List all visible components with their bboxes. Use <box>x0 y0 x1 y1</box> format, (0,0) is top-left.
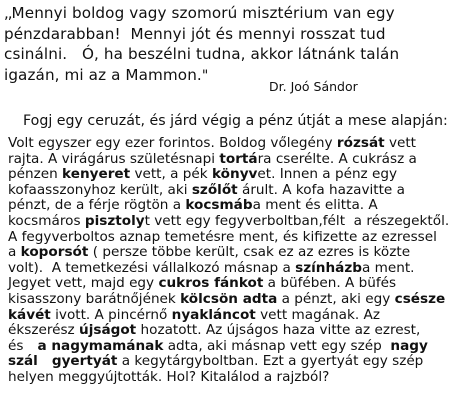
keyword: szőlőt <box>191 181 238 198</box>
story-line <box>8 308 468 324</box>
story-text-run: a kegytárgyboltban. Ezt a gyertyát egy szép <box>117 353 424 370</box>
opening-quote-mark: ,, <box>4 4 12 22</box>
story-text-run: a ment. <box>361 259 415 276</box>
story-text-run: vett <box>384 135 417 151</box>
story-text-run: a pénzt, aki egy <box>277 290 395 307</box>
keyword: kölcsön adta <box>180 290 278 307</box>
story-line <box>8 167 468 183</box>
story-line <box>8 136 468 152</box>
story-text-run: kisasszony barátnőjének <box>8 290 181 307</box>
story-line <box>8 230 468 246</box>
story-text-run: ivott. A pincérnő <box>50 306 172 323</box>
closing-quote-mark: " <box>201 67 209 84</box>
story-line <box>8 354 468 370</box>
quote-text: pénzdarabban! Mennyi jót és mennyi rosszat tud <box>4 24 386 43</box>
story-line <box>8 276 468 292</box>
story-text-run: kofaasszonyhoz került, aki <box>8 181 192 198</box>
quote-line-1 <box>4 3 464 24</box>
story-text-run: Volt egyszer egy ezer forintos. Boldog vőlegény <box>8 135 337 151</box>
keyword: nagy <box>390 337 428 354</box>
keyword: rózsát <box>336 135 385 151</box>
keyword: gyertyát <box>51 353 118 370</box>
story-text-run: volt). A temetkezési vállalkozó másnap a <box>8 259 296 276</box>
story-text-run: helyen meggyújtották. Hol? Kitalálod a rajzból? <box>8 368 330 385</box>
quote-text: Mennyi boldog vagy szomorú misztérium van egy <box>11 4 395 22</box>
story-text-run: a büfében. A büfés <box>263 275 397 292</box>
story-text-run: A fegyverboltos aznap temetésre ment, és kifizette az ezressel <box>8 228 437 245</box>
story-line <box>8 261 468 277</box>
keyword: újságot <box>79 322 137 339</box>
quote-line-4 <box>4 65 464 86</box>
story-text <box>8 136 468 386</box>
keyword: kenyeret <box>62 166 131 183</box>
story-text-run: t vett egy fegyverboltban,félt a részegektől. <box>144 212 450 229</box>
keyword: szál <box>8 353 38 370</box>
story-line <box>8 323 468 339</box>
keyword: könyv <box>212 166 258 183</box>
story-line <box>8 198 468 214</box>
quote-line-2 <box>4 24 464 45</box>
story-line <box>8 245 468 261</box>
quote-text: csinálni. Ó, ha beszélni tudna, akkor látnánk talán <box>4 45 400 63</box>
story-text-run: a ment és elitta. A <box>252 197 378 214</box>
quote-line-3 <box>4 44 464 65</box>
story-line <box>8 339 468 355</box>
story-line <box>8 183 468 199</box>
story-text-run: hozatott. Az újságos haza vitte az ezrest, <box>136 322 421 339</box>
story-text-run: pénzen <box>8 166 63 183</box>
story-text-run: vett, a pék <box>130 166 212 183</box>
story-text-run: kocsmáros <box>8 212 85 229</box>
story-text-run: és <box>8 337 24 354</box>
keyword: a nagymamának <box>37 337 164 354</box>
keyword: nyakláncot <box>171 306 256 323</box>
story-text-run: ( persze többe került, csak ez az ezres is közte <box>88 244 411 261</box>
keyword: koporsót <box>20 244 89 261</box>
story-line <box>8 370 468 386</box>
keyword: kocsmáb <box>185 197 253 214</box>
keyword: cukros fánkot <box>158 275 264 292</box>
keyword: pisztoly <box>84 212 145 229</box>
story-text-run: et. Innen a pénz egy <box>257 166 398 183</box>
keyword: tortá <box>219 150 258 167</box>
story-text-run: ra cserélte. A cukrász a <box>257 150 417 167</box>
story-text-run: Jegyet vett, majd egy <box>8 275 159 292</box>
quote-author: Dr. Joó Sándor <box>269 79 358 94</box>
story-text-run: vett magának. Az <box>255 306 380 323</box>
quote-block <box>4 3 464 85</box>
instruction-text: Fogj egy ceruzát, és járd végig a pénz útját a mese alapján: <box>23 113 448 129</box>
story-text-run: a <box>8 244 21 261</box>
keyword: csésze <box>394 290 446 307</box>
story-text-run: pénzt, de a férje rögtön a <box>8 197 186 214</box>
keyword: kávét <box>8 306 51 323</box>
keyword: színházb <box>295 259 362 276</box>
story-text-run: adta, aki másnap vett egy szép <box>163 337 391 354</box>
story-line <box>8 214 468 230</box>
story-text-run: rajta. A virágárus születésnapi <box>8 150 220 167</box>
story-line <box>8 152 468 168</box>
story-text-run: árult. A kofa hazavitte a <box>237 181 405 198</box>
quote-text: igazán, mi az a Mammon. <box>4 65 202 84</box>
story-line <box>8 292 468 308</box>
story-text-run: ékszerész <box>8 322 80 339</box>
